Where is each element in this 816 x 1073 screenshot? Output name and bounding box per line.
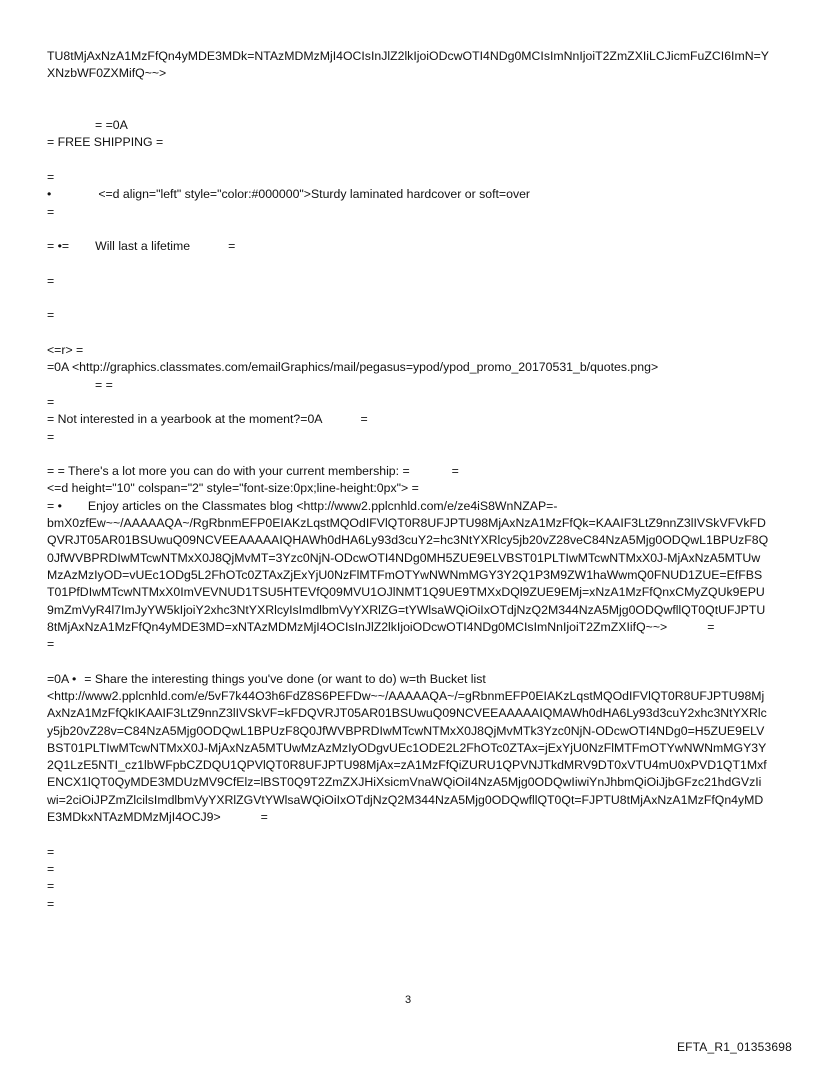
bucket-list-text: = Share the interesting things you've done (or want to do) w=th Bucket list	[84, 671, 486, 686]
encoded-line: =	[47, 637, 55, 652]
document-id: EFTA_R1_01353698	[676, 1040, 792, 1054]
bullet-symbol: =0A •	[47, 671, 77, 686]
free-shipping-heading: = FREE SHIPPING =	[47, 135, 164, 150]
bullet-symbol: = •	[47, 498, 62, 513]
encoded-marker: =	[707, 619, 715, 634]
spacer	[47, 152, 769, 169]
bullet-symbol: •	[47, 187, 52, 202]
bullet-line-hardcover	[47, 186, 769, 203]
spacer	[47, 325, 769, 342]
encoded-line: = =	[95, 377, 113, 392]
encoded-line: =	[47, 429, 55, 444]
not-interested-line	[47, 411, 769, 428]
blog-bullet-line	[47, 498, 769, 515]
spacer	[47, 446, 769, 463]
bucket-list-tracking-url	[47, 688, 769, 826]
blog-tracking-url	[47, 515, 769, 636]
bullet-line-lifetime	[47, 238, 769, 255]
encoded-marker: =	[360, 412, 368, 427]
hardcover-text: <=d align="left" style="color:#000000">Sturdy laminated hardcover or soft=over	[98, 187, 531, 202]
encoded-line: =	[47, 394, 55, 409]
encoded-line: =	[47, 308, 55, 323]
encoded-line: =	[47, 204, 55, 219]
encoded-marker: =	[228, 239, 236, 254]
encoded-marker: =	[260, 810, 268, 825]
lifetime-text: Will last a lifetime	[95, 239, 191, 254]
quotes-image-link-line: =0A <http://graphics.classmates.com/emailGraphics/mail/pegasus=ypod/ypod_promo_20170531_b/quotes.png>	[47, 360, 659, 375]
spacer	[47, 653, 769, 670]
encoded-line: = =0A	[95, 118, 128, 133]
spacer	[47, 826, 769, 843]
not-interested-text: = Not interested in a yearbook at the moment?=0A	[47, 412, 323, 427]
encoded-line: =	[47, 896, 55, 911]
encoded-line: <=r> =	[47, 343, 84, 358]
spacer	[47, 221, 769, 238]
spacer	[47, 290, 769, 307]
bucket-url-text: <http://www2.pplcnhld.com/e/5vF7k44O3h6FdZ8S6PEFDw~~/AAAAAQA~/=gRbnmEFP0EIAKzLqstMQOdIFVlQT0R8UFJPTU98MjAxNzA1MzFfQkIKAAIF3LtZ9nnZ3lIVSkVF=kFDQVRJT05AR01BSUwuQ09NCVEEAAAAAIQMAWh0dHA6Ly93d3cuY2xhc3NtYXRlcy5jb20vZ28v=C84NzA5Mjg0ODQwL1BPUzF8Q0JfWVBPRDIwMTcwNTMxX0J8QjMvMTk3Yzc0NjN-ODcwOTI4NDg0=H5ZUE9ELVBST01PLTIwMTcwNTMxX0J-MjAxNzA5MTUwMzAzMzIyODgvUEc1ODE2L2FhOTc0ZTAx=jExYjU0NzFlMTFmOTYwNWNmMGY3Y2Q1LzE5NTI_cz1lbWFpbCZDQU1QPVlQT0R8UFJPTU98MjAx=zA1MzFfQiZURU1QPVNJTkdMRV9DT0xVTU4mU0xPVD1QT1MxfENCX1lQT0QyMDE3MDUzMV9CfElz=lBST0Q9T2ZmZXJHiXsicmVnaWQiOiI4NzA5Mjg0ODQwIiwiYnJhbmQiOiJjbGFzc21hdGVzIiwi=2ciOiJPZmZlcilsImdlbmVyYXRlZGVtYWlsaWQiOiIxOTdjNzQ2M344NzA5Mjg0ODQwfllQT0Qt=FJPTU8tMjAxNzA1MzFfQn4yMDE3MDkxNTAzMDMzMjI4OCJ9>	[47, 688, 767, 825]
encoded-line: =	[47, 844, 55, 859]
encoded-line: =	[47, 861, 55, 876]
blog-article-text: Enjoy articles on the Classmates blog <http://www2.pplcnhld.com/e/ze4iS8WnNZAP=-	[87, 498, 558, 513]
blog-url-text: bmX0zfEw~~/AAAAAQA~/RgRbnmEFP0EIAKzLqstMQOdIFVlQT0R8UFJPTU98MjAxNzA1MzFfQk=KAAIF3LtZ9nnZ3lIVSkVFVkFDQVRJT05AR01BSUwuQ09NCVEEAAAAAIQHAWh0dHA6Ly93d3cuY2=hc3NtYXRlcy5jb20vZ28veC84NzA5Mjg0ODQwL1BPUzF8Q0JfWVBPRDIwMTcwNTMxX0J8QjMvMT=3Yzc0NjN-ODcwOTI4NDg0MH5ZUE9ELVBST01PLTIwMTcwNTMxX0J-MjAxNzA5MTUwMzAzMzIyOD=vUEc1ODg5L2FhOTc0ZTAxZjExYjU0NzFlMTFmOTYwNWNmMGY3Y2Q1P3M9ZW1haWwmQ0FNUD1ZUE=EfFBST01PfDIwMTcwNTMxX0ImVEVNUD1TSU5HTEVfQ09MVU1OJlNMT1Q9UE9TMXxDQl9ZUE9EMj=xNzA1MzFfQnxCMyZQUk9EPU9mZmVyR4l7ImJyYW5kIjoiY2xhc3NtYXRlcyIsImdlbmVyYXRlZG=tYWlsaWQiOiIxOTdjNzQ2M344NzA5Mjg0ODQwfllQT0QtUFJPTU8tMjAxNzA1MzFfQn4yMDE3MD=xNTAzMDMzMjI4OCIsInJlZ2lkIjoiODcwOTI4NDg0MCIsImNnIjoiT2ZmZXIifQ~~>	[47, 516, 769, 634]
encoded-line: =	[47, 273, 55, 288]
bullet-symbol: = •=	[47, 239, 70, 254]
encoded-line: =	[47, 879, 55, 894]
bucket-list-bullet-line	[47, 671, 769, 688]
spacer	[47, 256, 769, 273]
encoded-marker: =	[451, 464, 459, 479]
encoded-line: <=d height="10" colspan="2" style="font-size:0px;line-height:0px"> =	[47, 481, 419, 496]
spacer	[47, 83, 769, 118]
email-source-text	[47, 48, 769, 913]
page-number: 3	[404, 994, 412, 1006]
encoded-url-fragment: TU8tMjAxNzA1MzFfQn4yMDE3MDk=NTAzMDMzMjI4OCIsInJlZ2lkIjoiODcwOTI4NDg0MCIsImNnIjoiT2ZmZXIiLCJicmFuZCI6ImN=YXNzbWF0ZXMifQ~~>	[47, 49, 769, 81]
encoded-line: =	[47, 170, 55, 185]
membership-heading-line	[47, 463, 769, 480]
membership-heading-text: = = There's a lot more you can do with your current membership: =	[47, 464, 410, 479]
